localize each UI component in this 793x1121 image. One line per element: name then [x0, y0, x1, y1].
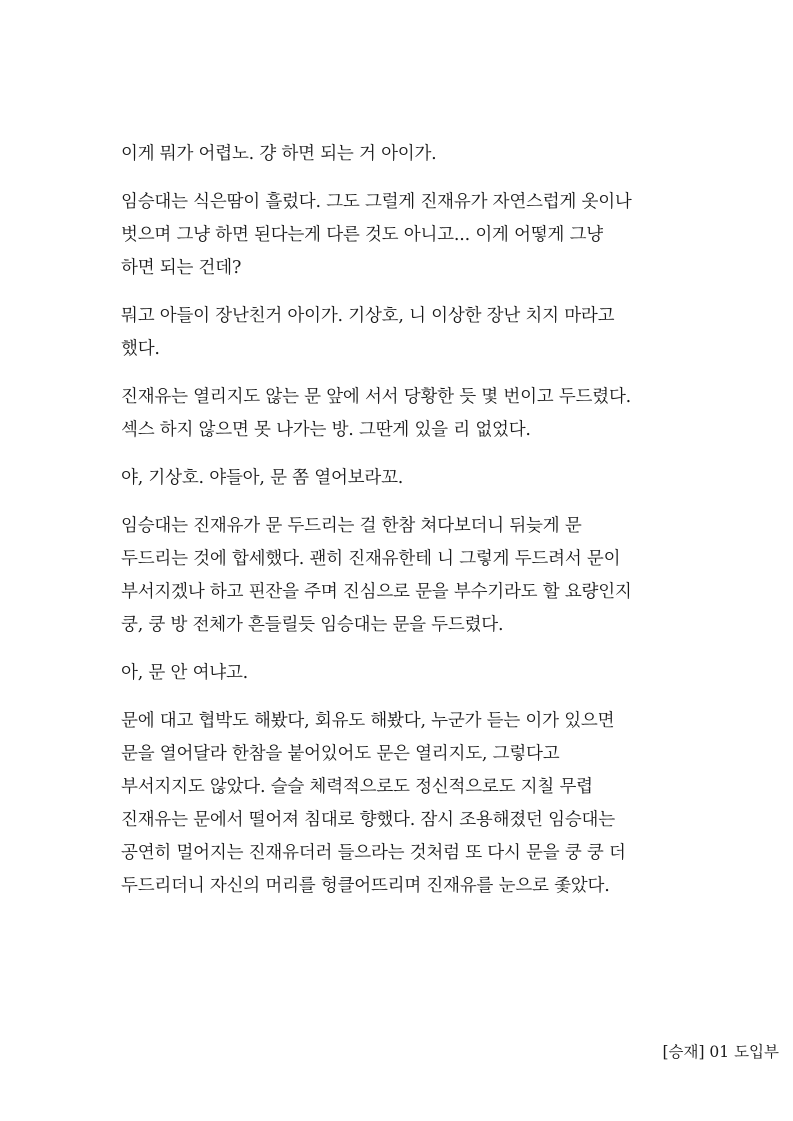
- text-line: 쿵, 쿵 방 전체가 흔들릴듯 임승대는 문을 두드렸다.: [121, 615, 504, 635]
- text-line: 공연히 멀어지는 진재유더러 들으라는 것처럼 또 다시 문을 쿵 쿵 더: [121, 843, 626, 863]
- text-line: 임승대는 식은땀이 흘렀다. 그도 그럴게 진재유가 자연스럽게 옷이나: [121, 192, 632, 212]
- text-line: 부서지겠나 하고 핀잔을 주며 진심으로 문을 부수기라도 할 요량인지: [121, 582, 632, 602]
- text-line: 두드리더니 자신의 머리를 헝클어뜨리며 진재유를 눈으로 좇았다.: [121, 876, 610, 896]
- text-line: 부서지지도 않았다. 슬슬 체력적으로도 정신적으로도 지칠 무렵: [121, 777, 593, 797]
- text-line: 야, 기상호. 야들아, 문 쫌 열어보라꼬.: [121, 468, 404, 488]
- text-line: 진재유는 열리지도 않는 문 앞에 서서 당황한 듯 몇 번이고 두드렸다.: [121, 387, 632, 407]
- text-line: 이게 뭐가 어렵노. 걍 하면 되는 거 아이가.: [121, 144, 437, 164]
- text-line: 아, 문 안 여냐고.: [121, 663, 249, 683]
- text-line: 하면 되는 건데?: [121, 258, 242, 278]
- paragraph-1: [121, 138, 681, 171]
- text-line: 벗으며 그냥 하면 된다는게 다른 것도 아니고... 이게 어떻게 그냥: [121, 225, 603, 245]
- text-line: 임승대는 진재유가 문 두드리는 걸 한참 쳐다보더니 뒤늦게 문: [121, 516, 582, 536]
- paragraph-8: [121, 705, 681, 903]
- text-line: 뭐고 아들이 장난친거 아이가. 기상호, 니 이상한 장난 치지 마라고: [121, 306, 615, 326]
- document-body: [121, 138, 681, 918]
- paragraph-7: [121, 657, 681, 690]
- paragraph-5: [121, 462, 681, 495]
- text-line: 문에 대고 협박도 해봤다, 회유도 해봤다, 누군가 듣는 이가 있으면: [121, 711, 615, 731]
- text-line: 문을 열어달라 한참을 붙어있어도 문은 열리지도, 그렇다고: [121, 744, 560, 764]
- text-line: 두드리는 것에 합세했다. 괜히 진재유한테 니 그렇게 두드려서 문이: [121, 549, 621, 569]
- paragraph-4: [121, 381, 681, 447]
- text-line: 섹스 하지 않으면 못 나가는 방. 그딴게 있을 리 없었다.: [121, 420, 531, 440]
- paragraph-3: [121, 300, 681, 366]
- paragraph-2: [121, 186, 681, 285]
- text-line: 했다.: [121, 339, 160, 359]
- paragraph-6: [121, 510, 681, 642]
- text-line: 진재유는 문에서 떨어져 침대로 향했다. 잠시 조용해졌던 임승대는: [121, 810, 615, 830]
- page-footer-label: [승재] 01 도입부: [662, 1043, 779, 1061]
